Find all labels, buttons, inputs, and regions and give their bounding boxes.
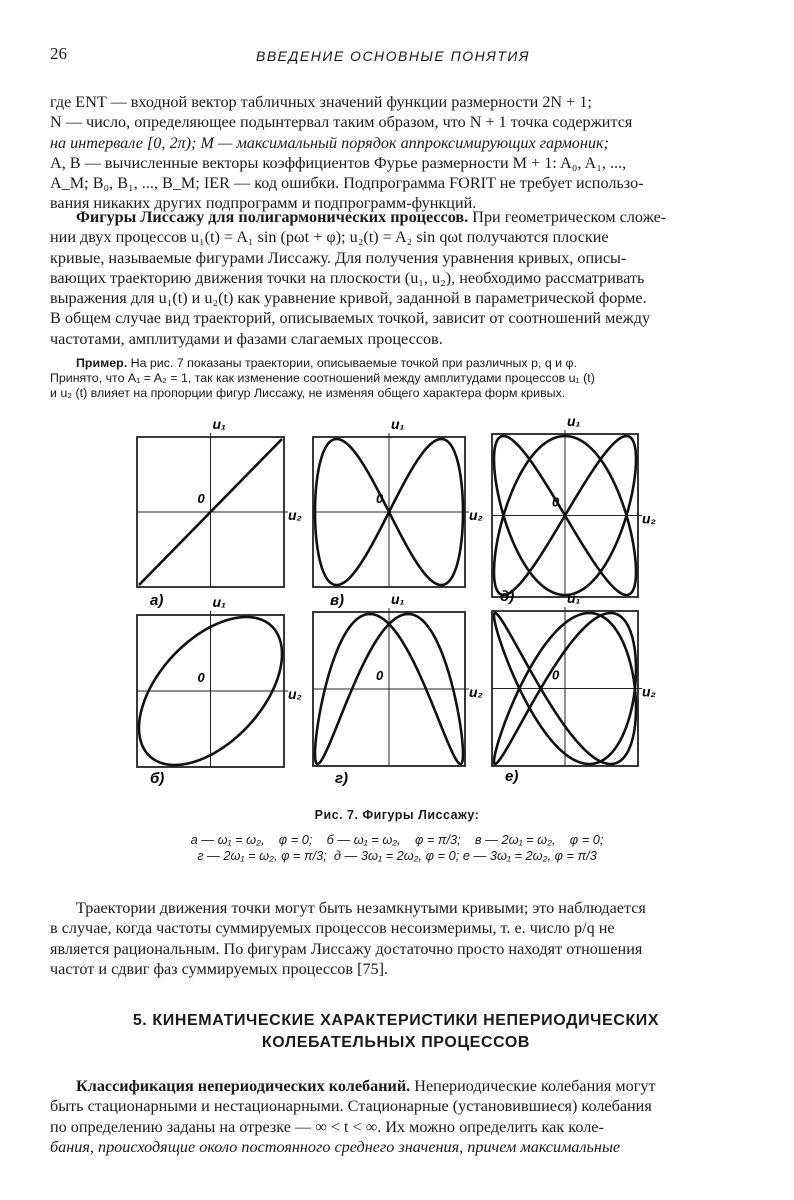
text-line: является рациональным. По фигурам Лиссажу достаточно просто находят отношения [50, 939, 643, 958]
origin-label: 0 [376, 491, 384, 506]
panel-label: д) [500, 588, 515, 605]
example-lead: Пример. [76, 356, 128, 370]
text-line: где ENT — входной вектор табличных значений функции размерности 2N + 1; [50, 93, 592, 111]
axis-label-u2: u₂ [288, 686, 302, 702]
panel-label: в) [330, 592, 345, 609]
origin-label: 0 [197, 670, 205, 685]
text-line: и u₂ (t) влияет на пропорции фигур Лиссажу, не изменяя общего характера форм кривых. [50, 386, 566, 400]
text-line: выражения для u₁(t) и u₂(t) как уравнение кривой, заданной в параметрической форме. [50, 289, 647, 308]
text-line: A, B — вычисленные векторы коэффициентов Фурье размерности M + 1: A₀, A₁, ..., [50, 153, 627, 172]
page-number: 26 [50, 44, 67, 63]
lissajous-figure-svg [0, 410, 794, 800]
axis-label-u2: u₂ [469, 507, 483, 523]
text-line: Непериодические колебания могут [414, 1077, 656, 1095]
axis-label-u1: u₁ [391, 591, 405, 607]
text-line: Принято, что A₁ = A₂ = 1, так как изменение соотношений между амплитудами процессов u₁ (t) [50, 371, 595, 385]
section-heading-line: 5. КИНЕМАТИЧЕСКИЕ ХАРАКТЕРИСТИКИ НЕПЕРИОДИЧЕСКИХ [132, 1012, 660, 1029]
text-line: Траектории движения точки могут быть незамкнутыми кривыми; это наблюдается [76, 899, 646, 917]
text-line: вания никаких других подпрограмм и подпрограмм-функций. [50, 194, 477, 213]
text-line: N — число, определяющее подынтервал таким образом, что N + 1 точка содержится [50, 113, 633, 132]
axis-label-u2: u₂ [642, 510, 656, 527]
origin-label: 0 [197, 491, 205, 506]
origin-label: 0 [552, 667, 560, 683]
section-heading-line: КОЛЕБАТЕЛЬНЫХ ПРОЦЕССОВ [261, 1034, 531, 1051]
figure-caption-title: Рис. 7. Фигуры Лиссажу: [314, 808, 480, 822]
lissajous-figure [0, 410, 794, 800]
example-paragraph [50, 356, 744, 401]
text-line: A_M; B₀, B₁, ..., B_M; IER — код ошибки. Подпрограмма FORIT не требует использо- [50, 174, 644, 193]
running-title: ВВЕДЕНИЕ ОСНОВНЫЕ ПОНЯТИЯ [256, 48, 530, 64]
axis-label-u2: u₂ [469, 684, 483, 700]
axis-label-u2: u₂ [642, 683, 656, 700]
text-line: При геометрическом сложе- [472, 208, 667, 226]
text-line: на интервале [0, 2π); M — максимальный порядок аппроксимирующих гармоник; [50, 133, 609, 152]
paragraph-heading: Классификация непериодических колебаний. [76, 1077, 411, 1095]
section-heading [50, 1010, 742, 1054]
axis-label-u1: u₁ [212, 416, 226, 432]
figure-caption-line: а — ω₁ = ω₂, φ = 0; б — ω₁ = ω₂, φ = π/3; в — 2ω₁ = ω₂, φ = 0; [190, 832, 604, 847]
axis-label-u1: u₁ [567, 590, 581, 606]
figure-caption-line: г — 2ω₁ = ω₂, φ = π/3; д — 3ω₁ = 2ω₂, φ = 0; е — 3ω₁ = 2ω₂, φ = π/3 [197, 848, 597, 863]
text-line: быть стационарными и нестационарными. Стационарные (установившиеся) колебания [50, 1097, 652, 1116]
axis-label-u1: u₁ [212, 594, 226, 610]
text-line: частот и сдвиг фаз суммируемых процессов [75]. [50, 959, 389, 978]
panel-label: б) [150, 770, 165, 787]
axis-label-u1: u₁ [391, 416, 405, 432]
paragraph-heading: Фигуры Лиссажу для полигармонических процессов. [76, 208, 469, 226]
text-line: бания, происходящие около постоянного среднего значения, причем максимальные [50, 1137, 621, 1156]
text-line: в случае, когда частоты суммируемых процессов несоизмеримы, т. е. число p/q не [50, 919, 615, 938]
text-line: В общем случае вид траекторий, описываемых точкой, зависит от соотношений между [50, 309, 651, 328]
origin-label: 0 [552, 494, 560, 510]
intro-paragraph [50, 92, 742, 214]
text-line: по определению заданы на отрезке — ∞ < t < ∞. Их можно определить как коле- [50, 1117, 604, 1136]
text-line: На рис. 7 показаны траектории, описываемые точкой при различных p, q и φ. [130, 356, 578, 370]
classification-paragraph [50, 1076, 742, 1157]
axis-label-u1: u₁ [567, 413, 581, 429]
text-line: частотами, амплитудами и фазами слагаемых процессов. [50, 329, 443, 348]
panel-label: г) [335, 770, 349, 787]
text-line: вающих траекторию движения точки на плоскости (u₁, u₂), необходимо рассматривать [50, 268, 645, 287]
axis-label-u2: u₂ [288, 507, 302, 523]
lissajous-paragraph [50, 207, 742, 349]
text-line: нии двух процессов u₁(t) = A₁ sin (pωt + φ); u₂(t) = A₂ sin qωt получаются плоские [50, 228, 609, 247]
origin-label: 0 [376, 668, 384, 683]
text-line: кривые, называемые фигурами Лиссажу. Для получения уравнения кривых, описы- [50, 248, 627, 267]
panel-label: а) [150, 592, 164, 609]
trajectory-paragraph [50, 898, 742, 979]
panel-label: е) [505, 768, 519, 785]
